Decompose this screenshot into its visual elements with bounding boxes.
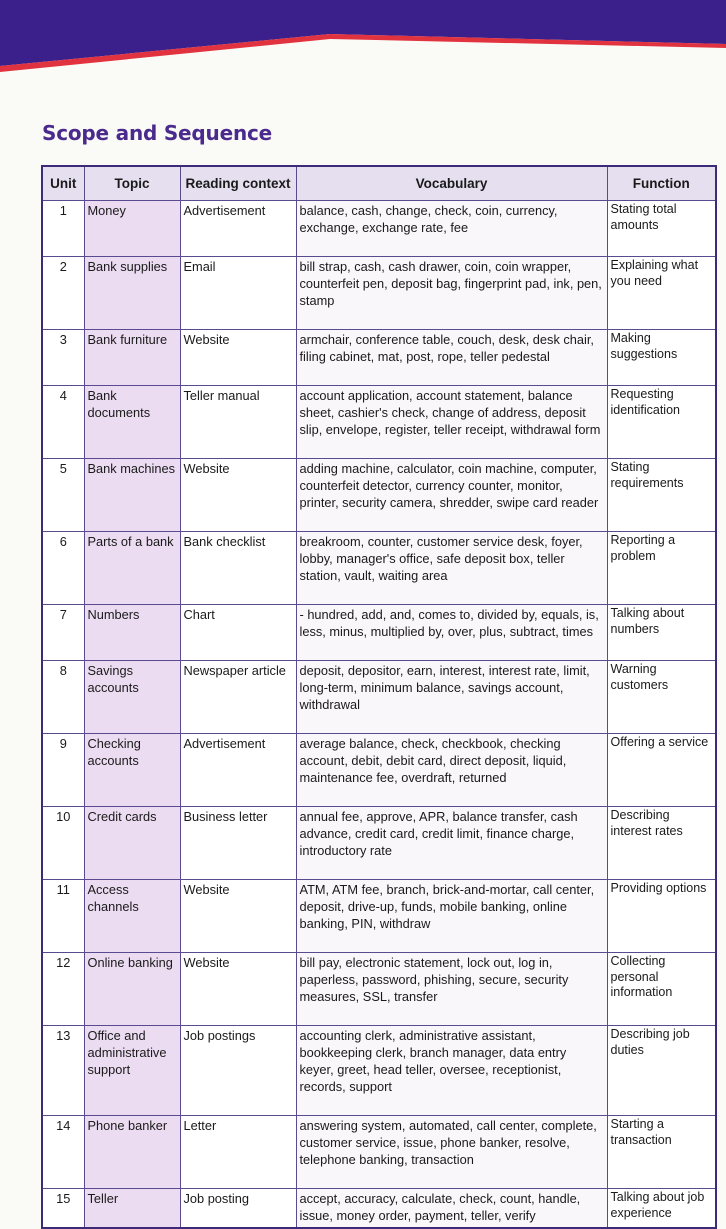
table-row <box>42 1189 716 1229</box>
vocabulary-cell: adding machine, calculator, coin machine, computer, counterfeit detector, currency counter, monitor, printer, security camera, shredder, swipe card reader <box>296 459 607 532</box>
unit-cell: 11 <box>42 880 84 953</box>
vocabulary-cell: annual fee, approve, APR, balance transfer, cash advance, credit card, credit limit, finance charge, introductory rate <box>296 807 607 880</box>
function-cell: Stating total amounts <box>607 201 716 257</box>
vocabulary-cell: accounting clerk, administrative assistant, bookkeeping clerk, branch manager, data entry keyer, greet, head teller, oversee, receptionist, records, support <box>296 1026 607 1116</box>
table-row <box>42 734 716 807</box>
function-cell: Providing options <box>607 880 716 953</box>
table-row <box>42 201 716 257</box>
table-row <box>42 1116 716 1189</box>
topic-cell: Parts of a bank <box>84 532 180 605</box>
unit-cell: 6 <box>42 532 84 605</box>
table-row <box>42 532 716 605</box>
unit-cell: 1 <box>42 201 84 257</box>
vocabulary-cell: armchair, conference table, couch, desk, desk chair, filing cabinet, mat, post, rope, teller pedestal <box>296 330 607 386</box>
topic-cell: Bank documents <box>84 386 180 459</box>
unit-cell: 5 <box>42 459 84 532</box>
topic-cell: Bank machines <box>84 459 180 532</box>
topic-cell: Savings accounts <box>84 661 180 734</box>
unit-cell: 2 <box>42 257 84 330</box>
table-header-row <box>42 166 716 201</box>
function-cell: Describing job duties <box>607 1026 716 1116</box>
table-row <box>42 386 716 459</box>
function-cell: Requesting identification <box>607 386 716 459</box>
unit-cell: 10 <box>42 807 84 880</box>
header-banner <box>0 0 726 80</box>
vocabulary-cell: deposit, depositor, earn, interest, interest rate, limit, long-term, minimum balance, savings account, withdrawal <box>296 661 607 734</box>
context-cell: Website <box>180 880 296 953</box>
unit-cell: 8 <box>42 661 84 734</box>
topic-cell: Credit cards <box>84 807 180 880</box>
vocabulary-cell: accept, accuracy, calculate, check, count, handle, issue, money order, payment, teller, verify <box>296 1189 607 1229</box>
function-cell: Warning customers <box>607 661 716 734</box>
topic-cell: Online banking <box>84 953 180 1026</box>
function-cell: Making suggestions <box>607 330 716 386</box>
context-cell: Job posting <box>180 1189 296 1229</box>
vocabulary-cell: answering system, automated, call center, complete, customer service, issue, phone banker, resolve, telephone banking, transaction <box>296 1116 607 1189</box>
context-cell: Newspaper article <box>180 661 296 734</box>
context-cell: Advertisement <box>180 201 296 257</box>
page-title: Scope and Sequence <box>42 121 273 145</box>
context-cell: Email <box>180 257 296 330</box>
vocabulary-cell: bill strap, cash, cash drawer, coin, coin wrapper, counterfeit pen, deposit bag, fingerprint pad, ink, pen, stamp <box>296 257 607 330</box>
function-cell: Talking about numbers <box>607 605 716 661</box>
topic-cell: Office and administrative support <box>84 1026 180 1116</box>
context-cell: Advertisement <box>180 734 296 807</box>
context-cell: Business letter <box>180 807 296 880</box>
topic-cell: Teller <box>84 1189 180 1229</box>
table-row <box>42 1026 716 1116</box>
topic-cell: Bank furniture <box>84 330 180 386</box>
vocabulary-cell: average balance, check, checkbook, checking account, debit, debit card, direct deposit, liquid, maintenance fee, overdraft, returned <box>296 734 607 807</box>
context-cell: Teller manual <box>180 386 296 459</box>
context-cell: Letter <box>180 1116 296 1189</box>
function-cell: Stating requirements <box>607 459 716 532</box>
context-cell: Chart <box>180 605 296 661</box>
function-cell: Describing interest rates <box>607 807 716 880</box>
unit-cell: 7 <box>42 605 84 661</box>
context-cell: Website <box>180 459 296 532</box>
header-vocabulary: Vocabulary <box>296 166 607 201</box>
topic-cell: Checking accounts <box>84 734 180 807</box>
function-cell: Collecting personal information <box>607 953 716 1026</box>
context-cell: Website <box>180 330 296 386</box>
unit-cell: 12 <box>42 953 84 1026</box>
table-row <box>42 661 716 734</box>
function-cell: Reporting a problem <box>607 532 716 605</box>
vocabulary-cell: balance, cash, change, check, coin, currency, exchange, exchange rate, fee <box>296 201 607 257</box>
topic-cell: Phone banker <box>84 1116 180 1189</box>
context-cell: Website <box>180 953 296 1026</box>
function-cell: Talking about job experience <box>607 1189 716 1229</box>
topic-cell: Access channels <box>84 880 180 953</box>
context-cell: Job postings <box>180 1026 296 1116</box>
function-cell: Starting a transaction <box>607 1116 716 1189</box>
vocabulary-cell: bill pay, electronic statement, lock out, log in, paperless, password, phishing, secure, security measures, SSL, transfer <box>296 953 607 1026</box>
unit-cell: 3 <box>42 330 84 386</box>
topic-cell: Bank supplies <box>84 257 180 330</box>
function-cell: Explaining what you need <box>607 257 716 330</box>
context-cell: Bank checklist <box>180 532 296 605</box>
table-row <box>42 257 716 330</box>
function-cell: Offering a service <box>607 734 716 807</box>
unit-cell: 14 <box>42 1116 84 1189</box>
table-row <box>42 953 716 1026</box>
table-row <box>42 330 716 386</box>
topic-cell: Numbers <box>84 605 180 661</box>
table-row <box>42 605 716 661</box>
header-reading-context: Reading context <box>180 166 296 201</box>
vocabulary-cell: account application, account statement, balance sheet, cashier's check, change of address, deposit slip, envelope, register, teller receipt, withdrawal form <box>296 386 607 459</box>
header-unit: Unit <box>42 166 84 201</box>
unit-cell: 9 <box>42 734 84 807</box>
scope-table <box>41 165 717 1229</box>
vocabulary-cell: breakroom, counter, customer service desk, foyer, lobby, manager's office, safe deposit box, teller station, vault, waiting area <box>296 532 607 605</box>
header-function: Function <box>607 166 716 201</box>
unit-cell: 4 <box>42 386 84 459</box>
unit-cell: 15 <box>42 1189 84 1229</box>
table-row <box>42 807 716 880</box>
unit-cell: 13 <box>42 1026 84 1116</box>
header-topic: Topic <box>84 166 180 201</box>
table-row <box>42 880 716 953</box>
topic-cell: Money <box>84 201 180 257</box>
vocabulary-cell: ATM, ATM fee, branch, brick-and-mortar, call center, deposit, drive-up, funds, mobile banking, online banking, PIN, withdraw <box>296 880 607 953</box>
vocabulary-cell: - hundred, add, and, comes to, divided by, equals, is, less, minus, multiplied by, over, plus, subtract, times <box>296 605 607 661</box>
table-row <box>42 459 716 532</box>
